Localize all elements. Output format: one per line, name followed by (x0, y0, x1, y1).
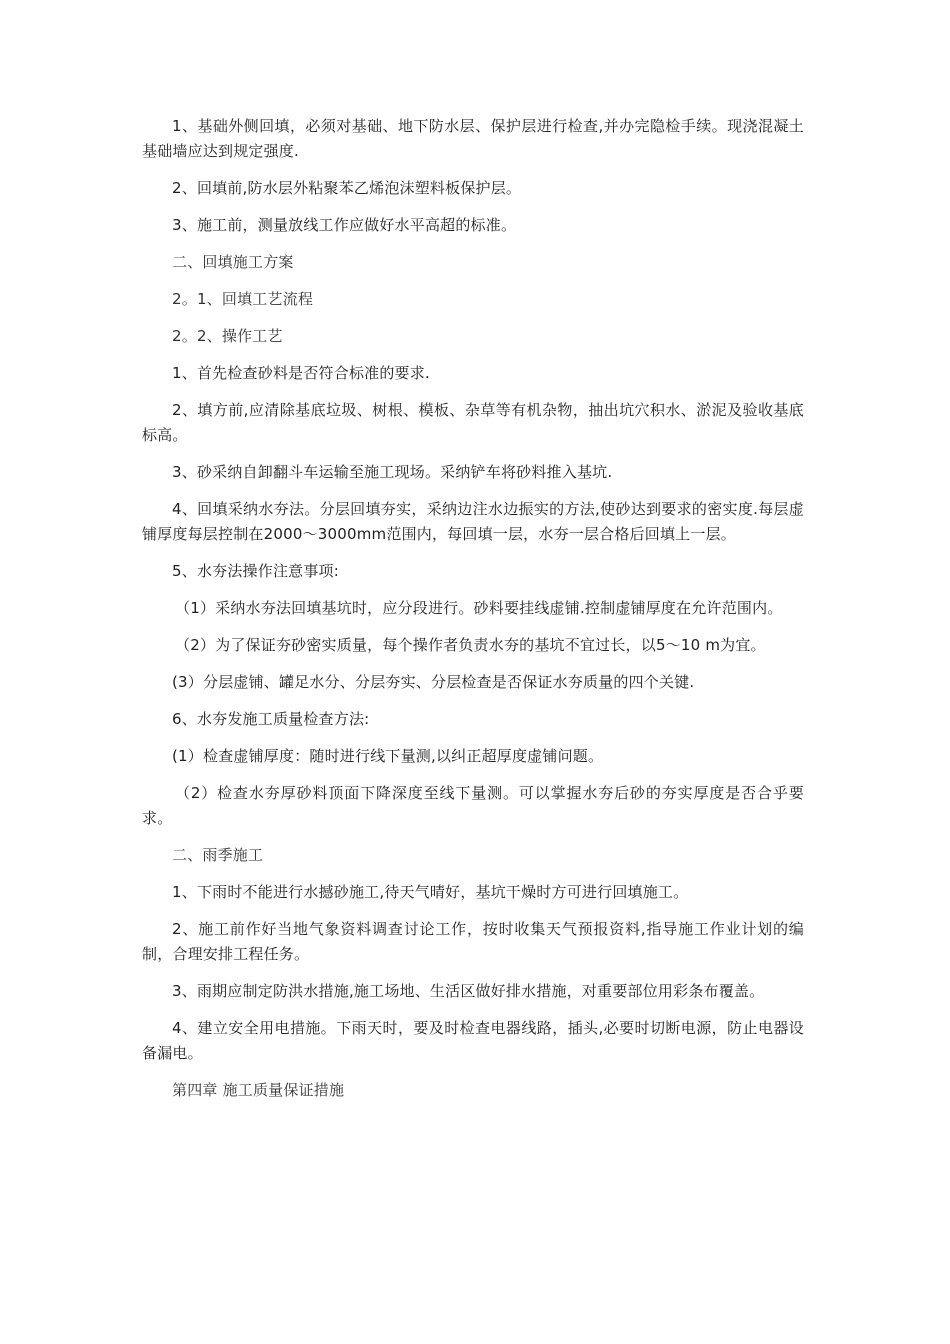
chapter-heading-quality: 第四章 施工质量保证措施 (172, 1081, 345, 1099)
paragraph-9: 3、砂采纳自卸翻斗车运输至施工现场。采纳铲车将砂料推入基坑. (172, 463, 613, 481)
paragraph-21: 3、雨期应制定防洪水措施,施工场地、生活区做好排水措施，对重要部位用彩条布覆盖。 (172, 982, 765, 1000)
paragraph-1: 1、基础外侧回填，必须对基础、地下防水层、保护层进行检查,并办完隐检手续。现浇混凝土基础墙应达到规定强度. (142, 117, 804, 160)
paragraph-17: （2）检查水夯厚砂料顶面下降深度至线下量测。可以掌握水夯后砂的夯实厚度是否合乎要求。 (142, 784, 804, 827)
subheading-process-flow: 2。1、回填工艺流程 (172, 290, 314, 308)
section-heading-rainy-season: 二、雨季施工 (172, 846, 264, 864)
paragraph-10: 4、回填采纳水夯法。分层回填夯实，采纳边注水边振实的方法,使砂达到要求的密实度.每层虚铺厚度每层控制在2000～3000mm范围内，每回填一层，水夯一层合格后回填上一层。 (142, 500, 804, 543)
document-body (142, 114, 804, 1115)
section-heading-backfill-plan: 二、回填施工方案 (172, 253, 294, 271)
paragraph-13: （2）为了保证夯砂密实质量，每个操作者负责水夯的基坑不宜过长，以5～10 m为宜。 (175, 636, 766, 654)
paragraph-14: (3）分层虚铺、罐足水分、分层夯实、分层检查是否保证水夯质量的四个关键. (172, 673, 695, 691)
paragraph-8: 2、填方前,应清除基底垃圾、树根、模板、杂草等有机杂物，抽出坑穴积水、淤泥及验收基底标高。 (142, 401, 804, 444)
paragraph-2: 2、回填前,防水层外粘聚苯乙烯泡沫塑料板保护层。 (172, 179, 522, 197)
paragraph-12: （1）采纳水夯法回填基坑时，应分段进行。砂料要挂线虚铺.控制虚铺厚度在允许范围内。 (175, 599, 783, 617)
paragraph-7: 1、首先检查砂料是否符合标准的要求. (172, 364, 430, 382)
paragraph-22: 4、建立安全用电措施。下雨天时，要及时检查电器线路，插头,必要时切断电源，防止电器设备漏电。 (142, 1019, 804, 1062)
paragraph-3: 3、施工前，测量放线工作应做好水平高超的标准。 (172, 216, 517, 234)
paragraph-11: 5、水夯法操作注意事项: (172, 562, 339, 580)
subheading-operation: 2。2、操作工艺 (172, 327, 283, 345)
paragraph-20: 2、施工前作好当地气象资料调查讨论工作，按时收集天气预报资料,指导施工作业计划的编制，合理安排工程任务。 (142, 920, 804, 963)
paragraph-19: 1、下雨时不能进行水撼砂施工,待天气晴好，基坑干燥时方可进行回填施工。 (172, 883, 689, 901)
paragraph-16: (1）检查虚铺厚度：随时进行线下量测,以纠正超厚度虚铺问题。 (172, 747, 604, 765)
paragraph-15: 6、水夯发施工质量检查方法: (172, 710, 370, 728)
